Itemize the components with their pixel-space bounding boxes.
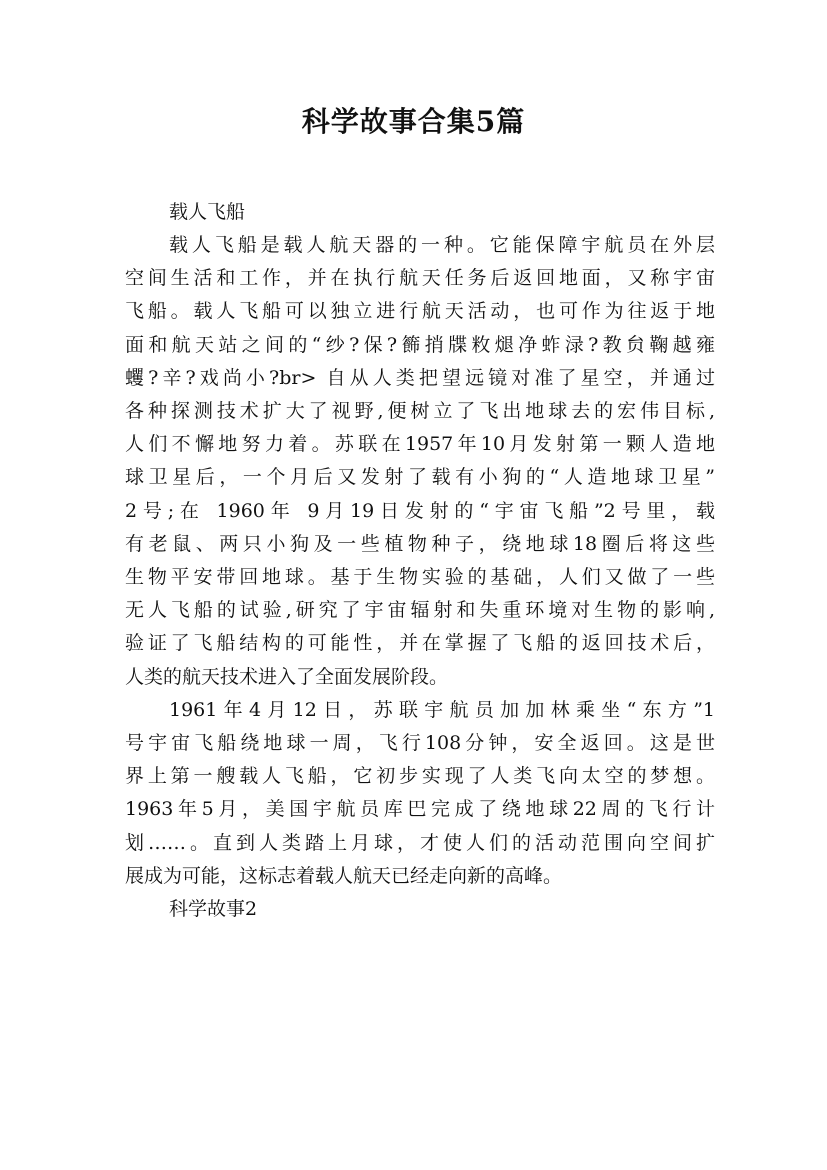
text-line: 蠼?辛?戏尚小?br> 自从人类把望远镜对准了星空，并通过 (125, 366, 715, 389)
text-line: 划……。直到人类踏上月球，才使人们的活动范围向空间扩 (125, 831, 715, 854)
text-line: 1961年4月12日，苏联宇航员加加林乘坐“东方”1 (169, 698, 715, 721)
text-line: 验证了飞船结构的可能性，并在掌握了飞船的返回技术后， (125, 632, 715, 655)
paragraph (125, 694, 715, 893)
text-line: 生物平安带回地球。基于生物实验的基础，人们又做了一些 (125, 566, 715, 589)
text-line: 各种探测技术扩大了视野,便树立了飞出地球去的宏伟目标, (125, 400, 715, 423)
text-line: 球卫星后，一个月后又发射了载有小狗的“人造地球卫星” (125, 466, 715, 489)
text-line: 号宇宙飞船绕地球一周，飞行108分钟，安全返回。这是世 (125, 732, 715, 755)
section-heading: 科学故事2 (169, 898, 258, 921)
text-line: 无人飞船的试验,研究了宇宙辐射和失重环境对生物的影响, (125, 599, 715, 622)
text-line: 展成为可能，这标志着载人航天已经走向新的高峰。 (125, 864, 563, 887)
paragraph (125, 229, 715, 694)
text-line: 有老鼠、两只小狗及一些植物种子，绕地球18圈后将这些 (125, 532, 715, 555)
document-body (125, 196, 715, 926)
text-line: 人类的航天技术进入了全面发展阶段。 (125, 665, 449, 688)
text-line: 空间生活和工作，并在执行航天任务后返回地面，又称宇宙 (125, 267, 715, 290)
text-line: 面和航天站之间的“纱?保?籂捎牒敉煺净蚱渌?教贠鞠越雍 (125, 333, 715, 356)
text-line: 界上第一艘载人飞船，它初步实现了人类飞向太空的梦想。 (125, 765, 715, 788)
section-heading: 载人飞船 (169, 201, 246, 223)
text-line: 载人飞船是载人航天器的一种。它能保障宇航员在外层 (169, 234, 715, 256)
text-line: 飞船。载人飞船可以独立进行航天活动，也可作为往返于地 (125, 300, 715, 323)
text-line: 1963年5月，美国宇航员库巴完成了绕地球22周的飞行计 (125, 798, 715, 821)
text-line: 人们不懈地努力着。苏联在1957年10月发射第一颗人造地 (125, 433, 715, 456)
text-line: 2号;在 1960年 9月19日发射的“宇宙飞船”2号里，载 (125, 499, 715, 522)
document-title: 科学故事合集5篇 (301, 105, 526, 138)
